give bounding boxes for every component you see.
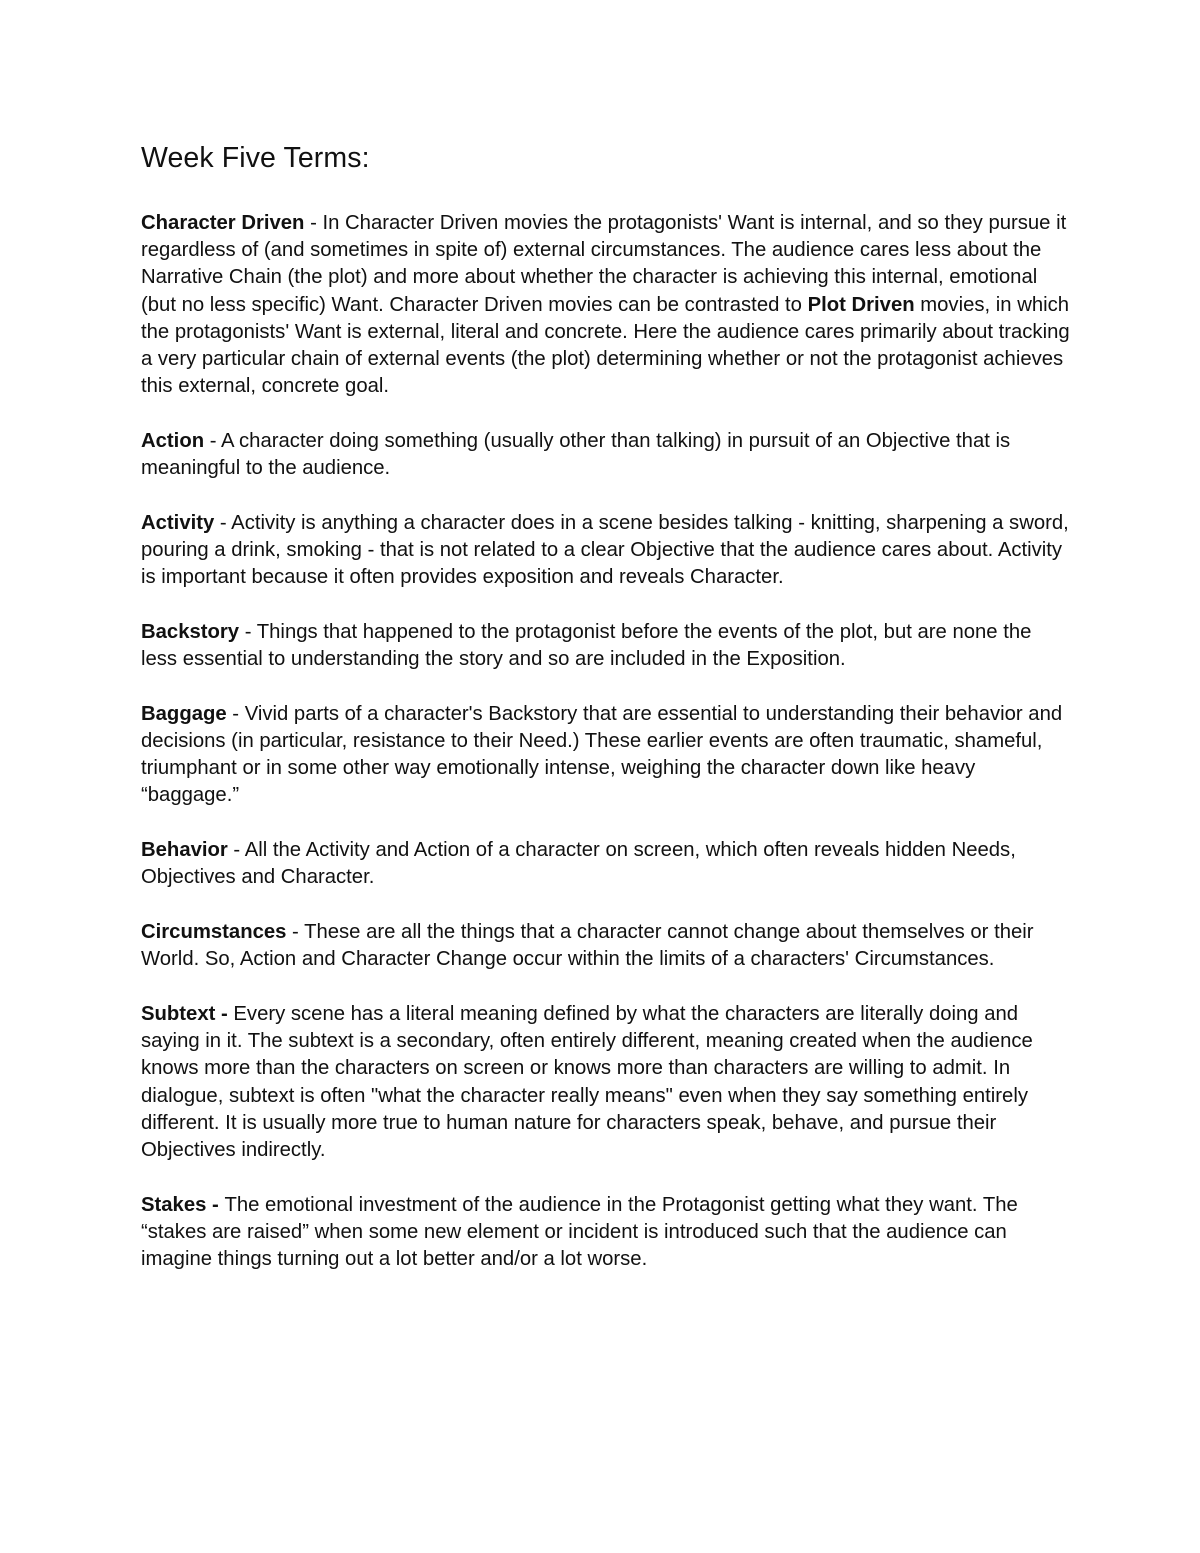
term-name: Action: [141, 429, 205, 452]
term-definition: Vivid parts of a character's Backstory that are essential to understanding their behavior and decisions (in particular, resistance to their Need.) These earlier events are often traumatic, shameful, triumphant or in some other way emotionally intense, weighing the character down like heavy “baggage.”: [141, 702, 1063, 807]
term-baggage: [141, 701, 1071, 810]
document-page: [141, 138, 1071, 1301]
term-separator: -: [204, 429, 221, 452]
term-name: Backstory: [141, 620, 240, 643]
term-definition: These are all the things that a character cannot change about themselves or their World. So, Action and Character Change occur within the limits of a characters' Circumstances.: [141, 921, 1034, 971]
term-definition: Things that happened to the protagonist before the events of the plot, but are none the less essential to understanding the story and so are included in the Exposition.: [141, 620, 1032, 671]
term-name: Character Driven: [141, 212, 305, 234]
term-definition: Activity is anything a character does in a scene besides talking - knitting, sharpening a sword, pouring a drink, smoking - that is not related to a clear Objective that the audience cares about. Activity is important because it often provides exposition and reveals Character.: [141, 511, 1069, 589]
term-name: Subtext: [141, 1002, 216, 1025]
term-definition: All the Activity and Action of a character on screen, which often reveals hidden Needs, Objectives and Character.: [141, 839, 1016, 889]
term-separator: -: [214, 511, 232, 534]
term-character-driven: [141, 210, 1071, 400]
term-name: Stakes: [141, 1193, 207, 1216]
term-definition: movies, in which the protagonists' Want is external, literal and concrete. Here the audience cares primarily about tracking a very particular chain of external events (the plot) determining whether or not the protagonist achieves this external, concrete goal.: [141, 293, 1070, 398]
term-circumstances: [141, 919, 1071, 973]
term-behavior: [141, 837, 1071, 891]
term-activity: [141, 510, 1071, 592]
term-subtext: [141, 1001, 1071, 1164]
term-separator: -: [226, 702, 245, 725]
term-separator: -: [239, 620, 257, 643]
term-separator: -: [206, 1193, 225, 1216]
term-separator: -: [304, 212, 323, 234]
term-action: [141, 428, 1071, 482]
term-separator: -: [286, 921, 305, 944]
term-definition: Every scene has a literal meaning defined by what the characters are literally doing and saying in it. The subtext is a secondary, often entirely different, meaning created when the audience knows more than the characters on screen or knows more than characters are willing to admit. In dialogue, subtext is often "what the character really means" even when they say something entirely different. It is usually more true to human nature for characters speak, behave, and pursue their Objectives indirectly.: [141, 1002, 1033, 1161]
term-definition: In Character Driven movies the protagonists' Want is internal, and so they pursue it regardless of (and sometimes in spite of) external circumstances. The audience cares less about the Narrative Chain (the plot) and more about whether the character is achieving this internal, emotional (but no less specific) Want. Character Driven movies can be contrasted to: [141, 212, 1067, 316]
term-name: Baggage: [141, 702, 227, 725]
term-separator: -: [227, 839, 245, 862]
term-name: Circumstances: [141, 921, 287, 944]
term-definition: The emotional investment of the audience in the Protagonist getting what they want. The “stakes are raised” when some new element or incident is introduced such that the audience can imagine things turning out a lot better and/or a lot worse.: [141, 1193, 1018, 1271]
page-title: Week Five Terms:: [141, 142, 370, 174]
term-name: Activity: [141, 511, 215, 534]
term-definition: A character doing something (usually other than talking) in pursuit of an Objective that is meaningful to the audience.: [141, 429, 1011, 480]
term-separator: -: [215, 1002, 234, 1025]
term-stakes: [141, 1192, 1071, 1274]
term-inline-bold: Plot Driven: [807, 293, 915, 316]
term-backstory: [141, 619, 1071, 673]
term-name: Behavior: [141, 839, 228, 862]
